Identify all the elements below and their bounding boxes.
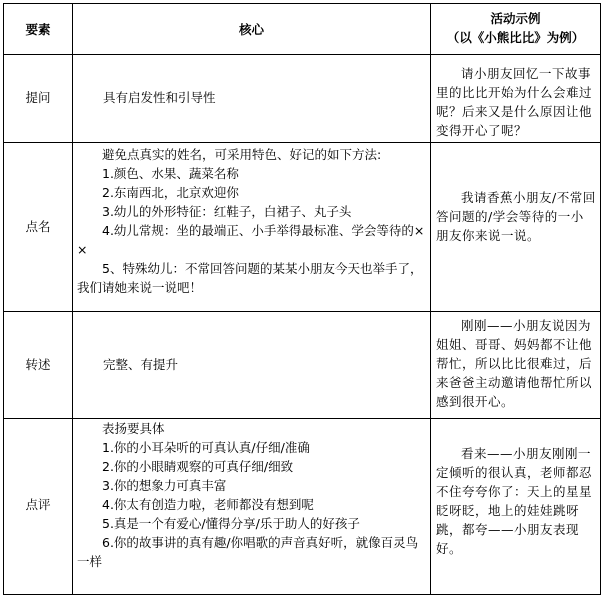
core-question (103, 88, 216, 107)
example-comment: 看来——小朋友刚刚一定倾听的很认真，老师都忍不住夸夸你了：天上的星星眨呀眨，地上的娃娃跳呀跳，都夸——小朋友表现好。 (436, 446, 593, 556)
element-retell: 转述 (25, 357, 51, 372)
core-line: 3.你的想象力可真丰富 (102, 478, 227, 493)
core-line: 2.你的小眼睛观察的可真仔细/细致 (102, 459, 294, 474)
example-question: 请小朋友回忆一下故事里的比比开始为什么会难过呢？后来又是什么原因让他变得开心了呢？ (436, 66, 593, 138)
core-line: 2.东南西北，北京欢迎你 (102, 185, 239, 200)
header-element: 要素 (25, 22, 51, 37)
header-example-title: 活动示例 (490, 11, 541, 26)
core-line: 4.幼儿常规：坐的最端正、小手举得最标准、学会等待的×× (77, 223, 425, 257)
core-line: 完整、有提升 (103, 357, 179, 372)
core-retell (103, 355, 178, 374)
element-question: 提问 (25, 90, 51, 105)
header-core: 核心 (238, 22, 264, 37)
core-line: 1.你的小耳朵听的可真认真/仔细/准确 (102, 440, 310, 455)
example-rollcall: 我请香蕉小朋友/不常回答问题的/学会等待的一小朋友你来说一说。 (436, 190, 596, 243)
example-retell: 刚刚——小朋友说因为姐姐、哥哥、妈妈都不让他帮忙，所以比比很难过，后来爸爸主动邀请他帮忙所以感到很开心。 (436, 318, 593, 409)
core-line: 5、特殊幼儿：不常回答问题的某某小朋友今天也举手了，我们请她来说一说吧！ (77, 261, 423, 295)
element-comment: 点评 (25, 497, 51, 512)
core-line: 避免点真实的姓名，可采用特色、好记的如下方法: (102, 147, 382, 162)
core-comment (77, 419, 425, 571)
core-line: 1.颜色、水果、蔬菜名称 (102, 166, 239, 181)
table-divider (72, 4, 73, 594)
core-line: 表扬要具体 (102, 421, 165, 436)
core-line: 3.幼儿的外形特征：红鞋子，白裙子、丸子头 (102, 204, 352, 219)
table-divider (4, 54, 600, 55)
core-line: 具有启发性和引导性 (103, 90, 216, 105)
core-line: 6.你的故事讲的真有趣/你唱歌的声音真好听，就像百灵鸟一样 (77, 535, 419, 569)
element-rollcall: 点名 (25, 219, 51, 234)
header-example-subtitle: （以《小熊比比》为例） (446, 30, 585, 45)
core-line: 4.你太有创造力啦，老师都没有想到呢 (102, 497, 314, 512)
table-divider (4, 311, 600, 312)
core-line: 5.真是一个有爱心/懂得分享/乐于助人的好孩子 (102, 516, 360, 531)
table-divider (4, 142, 600, 143)
table-divider (430, 4, 431, 594)
header-example (431, 9, 600, 47)
core-rollcall (77, 145, 425, 297)
activity-table (3, 3, 601, 595)
